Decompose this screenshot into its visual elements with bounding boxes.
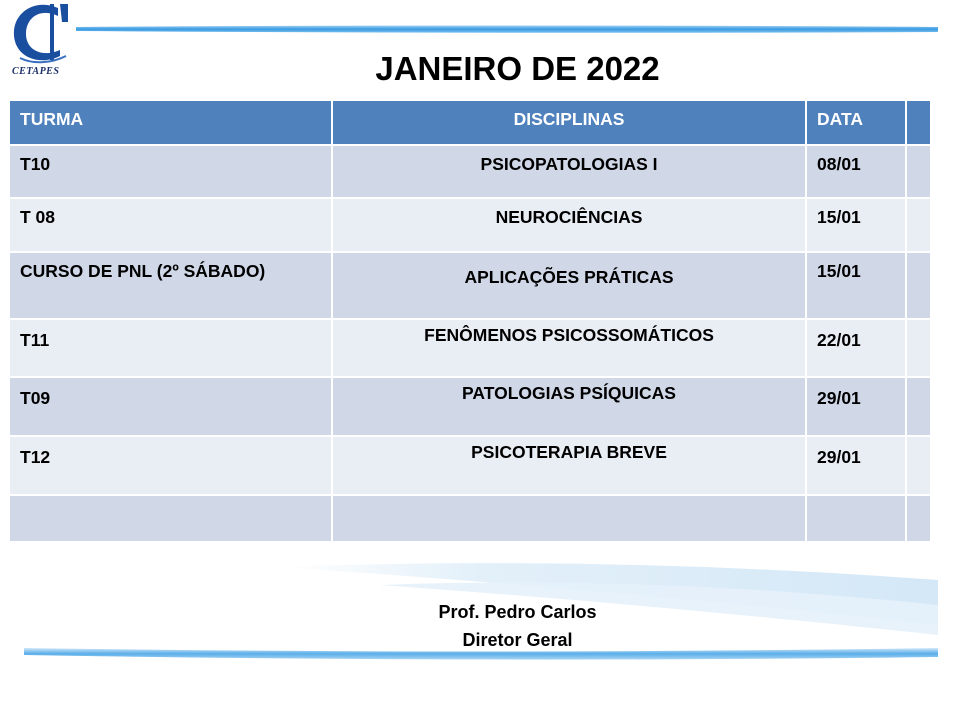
table-row [9, 198, 931, 252]
cell-extra [906, 252, 931, 319]
cell-turma: T11 [9, 319, 332, 377]
cell-disciplina: PATOLOGIAS PSÍQUICAS [332, 377, 806, 436]
logo-text: CETAPES [12, 66, 60, 77]
cell-data: 08/01 [806, 145, 906, 198]
header-extra [906, 100, 931, 145]
cell-disciplina: PSICOTERAPIA BREVE [332, 436, 806, 495]
cell-extra [906, 145, 931, 198]
cell-disciplina: APLICAÇÕES PRÁTICAS [332, 252, 806, 319]
cell-data: 29/01 [806, 377, 906, 436]
cell-data: 29/01 [806, 436, 906, 495]
table-row [9, 495, 931, 542]
cell-disciplina [332, 495, 806, 542]
schedule-table [8, 99, 932, 543]
cell-turma: T10 [9, 145, 332, 198]
header-turma: TURMA [9, 100, 332, 145]
table-row [9, 319, 931, 377]
page-title: JANEIRO DE 2022 [375, 50, 660, 87]
header-data: DATA [806, 100, 906, 145]
cell-disciplina: PSICOPATOLOGIAS I [332, 145, 806, 198]
cell-turma: CURSO DE PNL (2º SÁBADO) [9, 252, 332, 319]
cell-turma: T 08 [9, 198, 332, 252]
cell-extra [906, 319, 931, 377]
cell-extra [906, 436, 931, 495]
cell-turma: T12 [9, 436, 332, 495]
cell-turma: T09 [9, 377, 332, 436]
cell-extra [906, 377, 931, 436]
table-row [9, 436, 931, 495]
table-row [9, 377, 931, 436]
cell-disciplina: NEUROCIÊNCIAS [332, 198, 806, 252]
signature-block [0, 598, 960, 654]
cell-extra [906, 198, 931, 252]
header-disciplinas: DISCIPLINAS [332, 100, 806, 145]
cell-data: 15/01 [806, 252, 906, 319]
table-row [9, 145, 931, 198]
table-row [9, 252, 931, 319]
cell-data [806, 495, 906, 542]
cell-disciplina: FENÔMENOS PSICOSSOMÁTICOS [332, 319, 806, 377]
signature-role: Diretor Geral [462, 630, 573, 650]
top-decorative-bar [76, 24, 938, 34]
cell-turma [9, 495, 332, 542]
signature-name: Prof. Pedro Carlos [438, 602, 597, 622]
cell-extra [906, 495, 931, 542]
table-header-row [9, 100, 931, 145]
cell-data: 15/01 [806, 198, 906, 252]
cell-data: 22/01 [806, 319, 906, 377]
